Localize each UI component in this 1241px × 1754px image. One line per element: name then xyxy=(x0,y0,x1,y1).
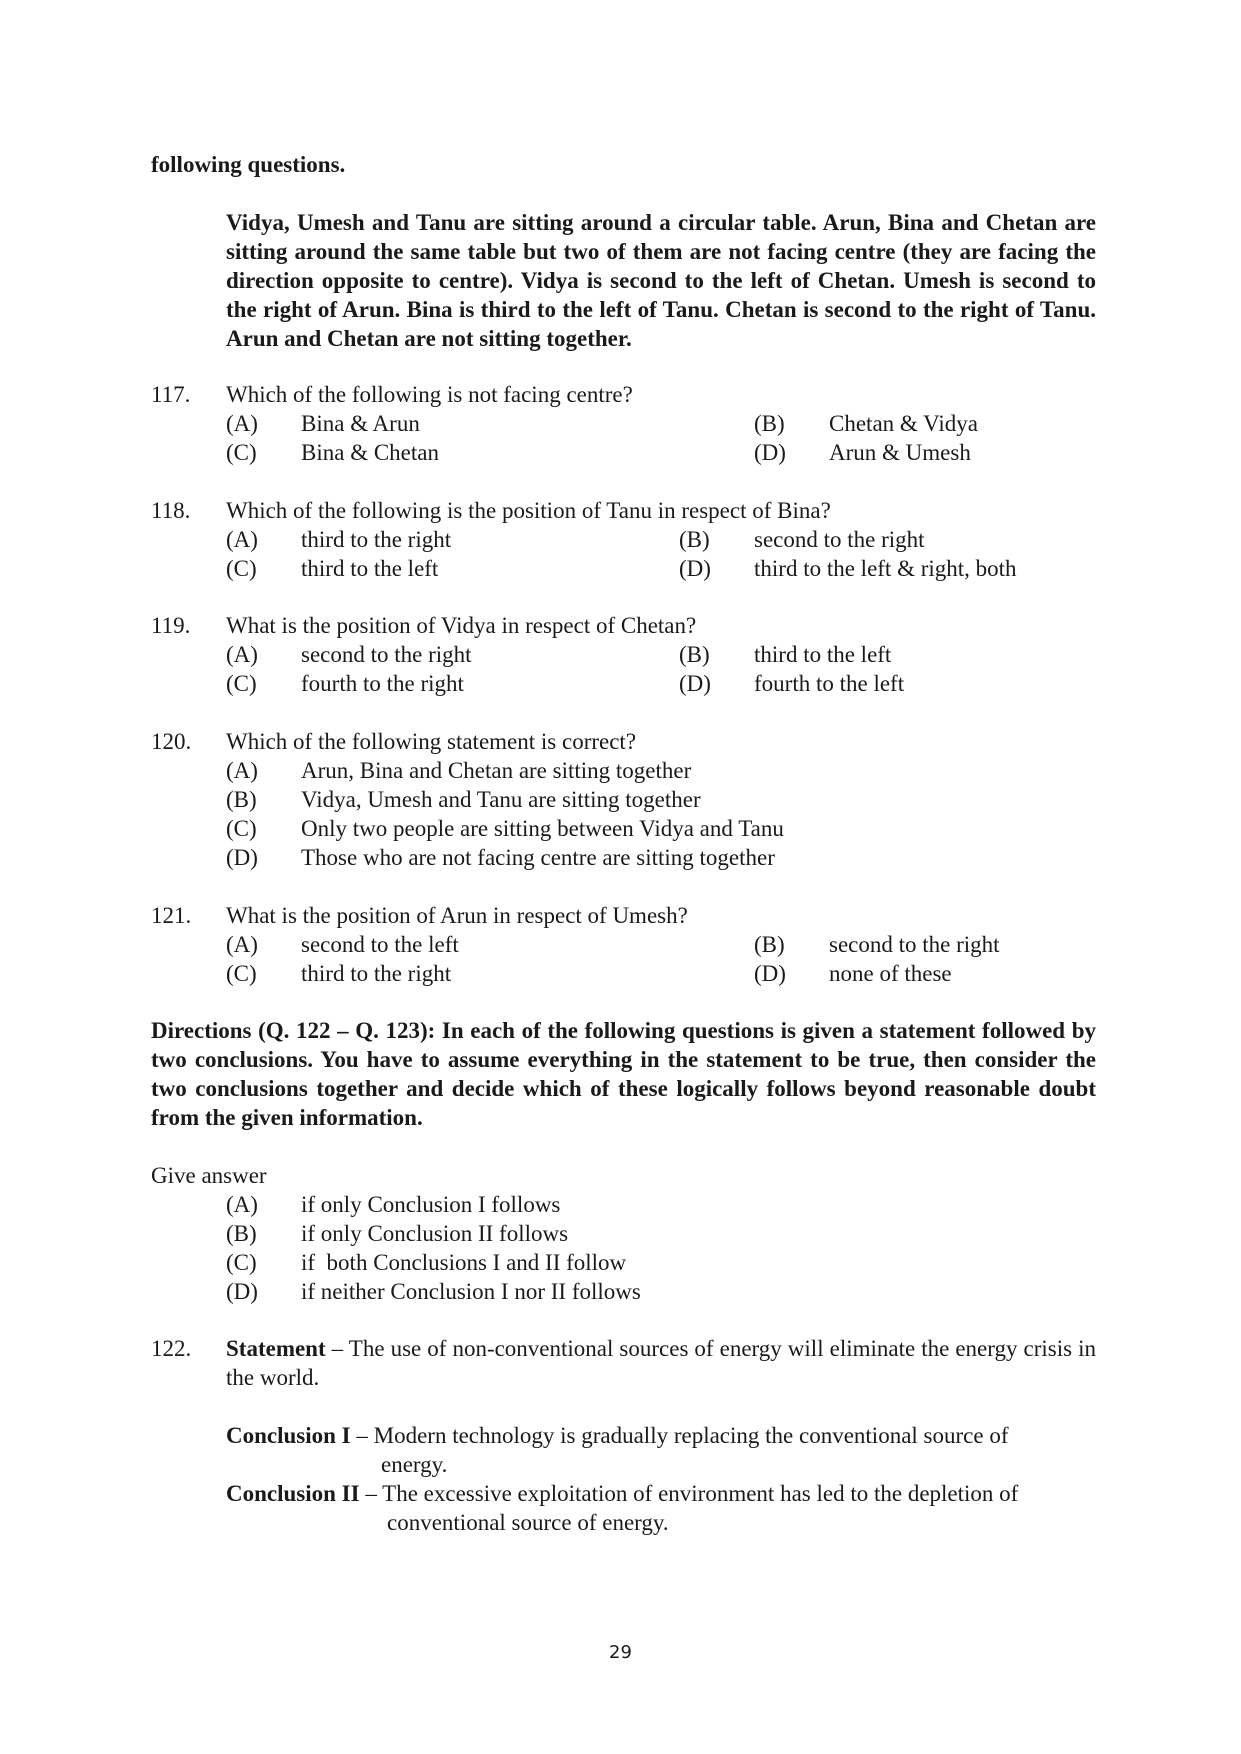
option-text: third to the left xyxy=(754,642,892,667)
option-label: (C) xyxy=(226,961,257,986)
conclusion-2-continuation: conventional source of energy. xyxy=(387,1510,669,1535)
option-label: (C) xyxy=(226,440,257,465)
question-number: 118. xyxy=(151,498,191,523)
give-answer-title: Give answer xyxy=(151,1163,267,1188)
option-text: Arun & Umesh xyxy=(829,440,971,465)
option-text: third to the left xyxy=(301,556,439,581)
option-text: fourth to the left xyxy=(754,671,905,696)
option-label: (D) xyxy=(226,845,258,870)
conclusion-2 xyxy=(226,1479,1106,1508)
option-label: (A) xyxy=(226,932,258,957)
option-label: (C) xyxy=(226,816,257,841)
question-number: 117. xyxy=(151,382,191,407)
option-text: Arun, Bina and Chetan are sitting together xyxy=(301,758,692,783)
intro-text: following questions. xyxy=(151,152,346,177)
option-label: (B) xyxy=(679,527,710,552)
option-label: (D) xyxy=(679,556,711,581)
option-label: (B) xyxy=(679,642,710,667)
option-label: (D) xyxy=(754,440,786,465)
conclusion-1 xyxy=(226,1421,1106,1450)
option-label: (B) xyxy=(226,787,257,812)
option-label: (D) xyxy=(679,671,711,696)
conclusion-1-text: – Modern technology is gradually replacing the conventional source of xyxy=(350,1423,1009,1448)
statement-label: Statement xyxy=(226,1336,326,1361)
option-label: (C) xyxy=(226,671,257,696)
question-text: What is the position of Arun in respect of Umesh? xyxy=(226,903,688,928)
option-text: third to the right xyxy=(301,527,452,552)
conclusion-1-label: Conclusion I xyxy=(226,1423,351,1448)
option-label: (A) xyxy=(226,642,258,667)
question-text: What is the position of Vidya in respect of Chetan? xyxy=(226,613,697,638)
statement-text: – The use of non-conventional sources of energy will eliminate the energy crisis in the world. xyxy=(226,1336,1096,1390)
option-text: third to the left & right, both xyxy=(754,556,1017,581)
option-text: Only two people are sitting between Vidya and Tanu xyxy=(301,816,784,841)
question-text: Which of the following is the position of Tanu in respect of Bina? xyxy=(226,498,831,523)
option-text: fourth to the right xyxy=(301,671,464,696)
directions-paragraph: Directions (Q. 122 – Q. 123): In each of the following questions is given a statement followed by two conclusions. You have to assume everything in the statement to be true, then consider the two conclusions together and decide which of these logically follows beyond reasonable doubt from the given information. xyxy=(151,1018,1096,1130)
page-number: 29 xyxy=(609,1642,632,1663)
option-label: (A) xyxy=(226,758,258,783)
option-text: Vidya, Umesh and Tanu are sitting together xyxy=(301,787,701,812)
option-text: if only Conclusion II follows xyxy=(301,1221,569,1246)
option-text: second to the right xyxy=(829,932,1000,957)
statement xyxy=(226,1334,1096,1392)
option-label: (D) xyxy=(226,1279,258,1304)
question-number: 121. xyxy=(151,903,192,928)
option-text: if both Conclusions I and II follow xyxy=(301,1250,627,1275)
option-text: Bina & Chetan xyxy=(301,440,439,465)
conclusion-1-continuation: energy. xyxy=(381,1452,448,1477)
option-label: (A) xyxy=(226,411,258,436)
option-text: second to the left xyxy=(301,932,459,957)
option-label: (D) xyxy=(754,961,786,986)
option-text: Chetan & Vidya xyxy=(829,411,978,436)
conclusion-2-text: – The excessive exploitation of environment has led to the depletion of xyxy=(359,1481,1019,1506)
option-label: (B) xyxy=(754,411,785,436)
option-label: (B) xyxy=(754,932,785,957)
option-text: third to the right xyxy=(301,961,452,986)
question-number: 122. xyxy=(151,1336,192,1361)
option-label: (B) xyxy=(226,1221,257,1246)
option-label: (A) xyxy=(226,1192,258,1217)
option-text: if only Conclusion I follows xyxy=(301,1192,561,1217)
question-text: Which of the following statement is correct? xyxy=(226,729,637,754)
option-label: (A) xyxy=(226,527,258,552)
conclusion-2-label: Conclusion II xyxy=(226,1481,360,1506)
option-label: (C) xyxy=(226,1250,257,1275)
option-text: Those who are not facing centre are sitting together xyxy=(301,845,775,870)
option-text: second to the right xyxy=(301,642,472,667)
puzzle-paragraph: Vidya, Umesh and Tanu are sitting around a circular table. Arun, Bina and Chetan are sitting around the same table but two of them are not facing centre (they are facing the direction opposite to centre). Vidya is second to the left of Chetan. Umesh is second to the right of Arun. Bina is third to the left of Tanu. Chetan is second to the right of Tanu. Arun and Chetan are not sitting together. xyxy=(226,210,1096,351)
option-text: if neither Conclusion I nor II follows xyxy=(301,1279,641,1304)
question-text: Which of the following is not facing centre? xyxy=(226,382,633,407)
question-number: 119. xyxy=(151,613,191,638)
option-text: none of these xyxy=(829,961,952,986)
question-number: 120. xyxy=(151,729,192,754)
option-text: second to the right xyxy=(754,527,925,552)
option-label: (C) xyxy=(226,556,257,581)
option-text: Bina & Arun xyxy=(301,411,420,436)
